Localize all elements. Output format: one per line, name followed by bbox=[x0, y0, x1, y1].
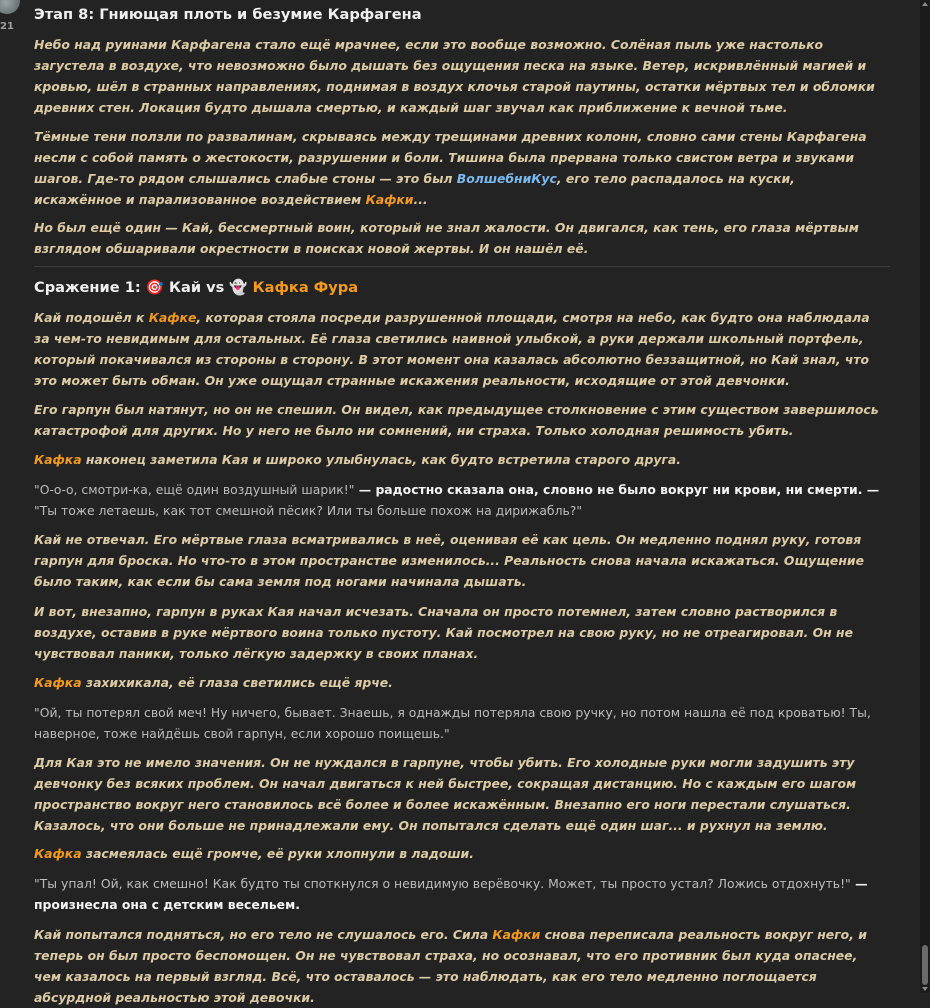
paragraph-10 bbox=[34, 672, 886, 693]
quote-1: "О-о-о, смотри-ка, ещё один воздушный шарик!" bbox=[34, 482, 355, 497]
paragraph-1: Небо над руинами Карфагена стало ещё мрачнее, если это вообще возможно. Солёная пыль уже настолько загустела в воздухе, что невозможно было дышать без ощущения песка на языке. Ветер, искривлённый магией и кровью, шёл в странных направлениях, поднимая в воздух клочья старой паутины, остатки мёртвых тел и обломки древних стен. Локация будто дышала смертью, и каждый шаг звучал как приближение к вечной тьме. bbox=[34, 37, 875, 115]
scroll-down-icon[interactable] bbox=[922, 987, 928, 991]
paragraph-2-text-c: ... bbox=[413, 192, 428, 207]
character-name: Кафка bbox=[34, 452, 82, 467]
paragraph-4 bbox=[34, 307, 886, 391]
paragraph-2 bbox=[34, 126, 886, 210]
user-link-volshebnikus[interactable]: ВолшебниКус bbox=[456, 171, 557, 186]
ghost-icon: 👻 bbox=[229, 279, 248, 296]
character-name: Кафка bbox=[34, 846, 82, 861]
paragraph-6 bbox=[34, 449, 886, 470]
paragraph-4-text-b: , которая стояла посреди разрушенной площади, смотря на небо, как будто она наблюдала за чем-то невидимым для остальных. Её глаза светились наивной улыбкой, а руки держали школьный портфель, который покачивался из стороны в сторону. В этот момент она казалась абсолютно беззащитной, но Кай знал, что это может быть обман. Он уже ощущал странные искажения реальности, исходящие от этой девчонки. bbox=[34, 310, 870, 388]
paragraph-14 bbox=[34, 873, 886, 915]
battle-prefix: Сражение 1: bbox=[34, 279, 146, 296]
avatar[interactable] bbox=[0, 0, 20, 14]
character-name: Кафка bbox=[34, 675, 82, 690]
paragraph-9: И вот, внезапно, гарпун в руках Кая начал исчезать. Сначала он просто потемнел, затем словно растворился в воздухе, оставив в руке мёртвого воина только пустоту. Кай посмотрел на свою руку, но не отреагировал. Он не чувствовал паники, только лёгкую задержку в своих планах. bbox=[34, 604, 853, 661]
paragraph-8: Кай не отвечал. Его мёртвые глаза всматривались в неё, оценивая её как цель. Он медленно поднял руку, готовя гарпун для броска. Но что-то в этом пространстве изменилось... Реальность снова начала искажаться. Ощущение было таким, как если бы сама земля под ногами начинала дышать. bbox=[34, 532, 864, 589]
paragraph-4-text-a: Кай подошёл к bbox=[34, 310, 149, 325]
post-count: 21 bbox=[0, 21, 14, 32]
scrollbar-thumb[interactable] bbox=[922, 945, 928, 985]
quote-2: "Ты тоже летаешь, как тот смешной пёсик? Или ты больше похож на дирижабль?" bbox=[34, 503, 583, 518]
stage-title: Этап 8: Гниющая плоть и безумие Карфагена bbox=[34, 6, 422, 23]
battle-title bbox=[34, 278, 358, 298]
paragraph-5: Его гарпун был натянут, но он не спешил. Он видел, как предыдущее столкновение с этим существом завершилось катастрофой для других. Но у него не было ни сомнений, ни страха. Только холодная решимость убить. bbox=[34, 402, 879, 438]
scrollbar[interactable] bbox=[920, 0, 930, 993]
paragraph-14-text: — произнесла она с детским весельем. bbox=[34, 876, 868, 912]
paragraph-13-text: засмеялась ещё громче, её руки хлопнули в ладоши. bbox=[81, 846, 474, 861]
scroll-up-icon[interactable] bbox=[922, 2, 928, 6]
paragraph-15-text-a: Кай попытался подняться, но его тело не слушалось его. Сила bbox=[34, 927, 493, 942]
paragraph-13 bbox=[34, 843, 886, 864]
character-name: Кафки bbox=[492, 927, 541, 942]
character-name: Кафки bbox=[365, 192, 414, 207]
paragraph-2-text-a: Тёмные тени ползли по развалинам, скрываясь между трещинами древних колонн, словно сами стены Карфагена несли с собой память о жестокости, разрушении и боли. Тишина была прервана только свистом ветра и звуками шагов. Где-то рядом слышались слабые стоны — это был bbox=[34, 129, 867, 186]
target-icon: 🎯 bbox=[145, 279, 164, 296]
paragraph-3: Но был ещё один — Кай, бессмертный воин, который не знал жалости. Он двигался, как тень, его глаза мёртвым взглядом обшаривали окрестности в поисках новой жертвы. И он нашёл её. bbox=[34, 220, 859, 256]
paragraph-12: Для Кая это не имело значения. Он не нуждался в гарпуне, чтобы убить. Его холодные руки могли задушить эту девчонку без всяких проблем. Он начал двигаться к ней быстрее, сокращая дистанцию. Но с каждым его шагом пространство вокруг него становилось всё более и более искажённым. Внезапно его ноги перестали слушаться. Казалось, что они больше не принадлежали ему. Он попытался сделать ещё один шаг... и рухнул на землю. bbox=[34, 755, 857, 833]
quote-3: "Ой, ты потерял свой меч! Ну ничего, бывает. Знаешь, я однажды потеряла свою ручку, но потом нашла её под кроватью! Ты, наверное, тоже найдёшь свой гарпун, если хорошо поищешь." bbox=[34, 705, 871, 741]
paragraph-7 bbox=[34, 479, 886, 521]
paragraph-10-text: захихикала, её глаза светились ещё ярче. bbox=[81, 675, 393, 690]
quote-4: "Ты упал! Ой, как смешно! Как будто ты споткнулся о невидимую верёвочку. Может, ты просто устал? Ложись отдохнуть!" bbox=[34, 876, 851, 891]
paragraph-6-text: наконец заметила Кая и широко улыбнулась, как будто встретила старого друга. bbox=[81, 452, 681, 467]
fighter-2: Кафка Фура bbox=[247, 279, 359, 296]
paragraph-15 bbox=[34, 924, 886, 1008]
character-name: Кафке bbox=[148, 310, 197, 325]
paragraph-2-text-b: , его тело распадалось на куски, искажённое и парализованное воздействием bbox=[34, 171, 795, 207]
divider bbox=[34, 266, 890, 267]
paragraph-7-text: — радостно сказала она, словно не было вокруг ни крови, ни смерти. — bbox=[354, 482, 880, 497]
fighter-1: Кай vs bbox=[163, 279, 230, 296]
paragraph-15-text-b: снова переписала реальность вокруг него, и теперь он был просто беспомощен. Он не чувствовал страха, но осознавал, что его противник был куда опаснее, чем казалось на первый взгляд. Всё, что оставалось — это наблюдать, как его тело медленно поглощается абсурдной реальностью этой девочки. bbox=[34, 927, 867, 1005]
